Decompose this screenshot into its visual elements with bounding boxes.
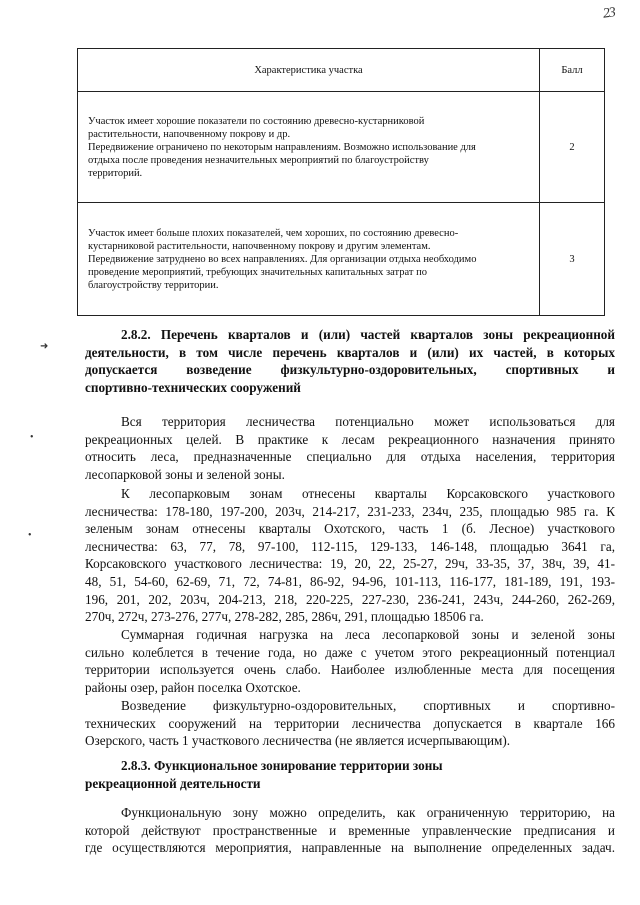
text-line: Вся территория лесничества потенциально может использоваться для xyxy=(121,414,615,429)
heading-line: 2.8.2. Перечень кварталов и (или) частей кварталов зоны рекреационной xyxy=(121,327,615,342)
text-line: 196, 201, 202, 203ч, 204-213, 218, 220-225, 227-230, 236-241, 243ч, 244-260, 262-269, xyxy=(85,591,615,607)
text-line: которой действуют пространственные и временные управленческие предписания и xyxy=(85,822,615,838)
margin-mark: • xyxy=(30,432,34,443)
text-line: 48, 51, 54-60, 62-69, 71, 72, 74-81, 86-92, 94-96, 101-113, 116-177, 181-189, 191, 193- xyxy=(85,573,615,589)
text-line: технических сооружений на территории лесничества допускается в квартале 166 xyxy=(85,715,615,731)
table-row xyxy=(78,92,605,203)
text-line: Функциональную зону можно определить, как ограниченную территорию, на xyxy=(121,805,615,820)
section-2-8-3-heading xyxy=(85,757,615,792)
heading-line: 2.8.3. Функциональное зонирование территории зоны xyxy=(121,758,443,773)
header-score: Балл xyxy=(540,49,605,92)
heading-line: рекреационной деятельности xyxy=(85,775,261,791)
text-line: Суммарная годичная нагрузка на леса лесопарковой зоны и зеленой зоны xyxy=(121,627,615,642)
margin-mark: • xyxy=(28,530,32,541)
margin-mark: ➜ xyxy=(40,341,49,352)
paragraph-functional-zone xyxy=(85,804,615,857)
paragraph-construction xyxy=(85,697,615,750)
row-description xyxy=(78,203,540,316)
heading-line: деятельности, в том числе перечень кварталов и (или) их частей, в которых xyxy=(85,344,615,360)
text-line: кустарниковой растительности, напочвенному покрову и другим элементам. xyxy=(88,240,431,252)
text-line: рекреационных целей. В практике к лесам рекреационного назначения принято xyxy=(85,431,615,447)
text-line: благоустройству территории. xyxy=(88,279,219,291)
paragraph-load xyxy=(85,626,615,696)
paragraph-territory xyxy=(85,413,615,483)
text-line: Озерского, часть 1 участкового лесничества (не является исчерпывающим). xyxy=(85,733,511,749)
text-line: отдыха после проведения незначительных мероприятий по благоустройству xyxy=(88,154,429,166)
text-line: К лесопарковым зонам отнесены кварталы Корсаковского участкового xyxy=(121,486,615,501)
row-score: 3 xyxy=(540,203,605,316)
text-line: Корсаковского участкового лесничества: 19, 20, 22, 25-27, 29ч, 33-35, 37, 38ч, 39, 41- xyxy=(85,556,615,572)
text-line: Участок имеет больше плохих показателей, чем хороших, по состоянию древесно- xyxy=(88,227,459,239)
text-line: Передвижение затруднено во всех направлениях. Для организации отдыха необходимо xyxy=(88,253,477,265)
page-number: 23 xyxy=(601,5,616,22)
text-line: относить леса, предназначенные специально для отдыха населения, территория xyxy=(85,449,615,465)
text-line: территорий. xyxy=(88,167,143,179)
heading-line: допускается возведение физкультурно-оздоровительных, спортивных и xyxy=(85,362,615,377)
table-row xyxy=(78,203,605,316)
row-score: 2 xyxy=(540,92,605,203)
paragraph-zones xyxy=(85,485,615,626)
text-line: лесничества: 63, 77, 78, 97-100, 112-115, 129-133, 146-148, площадью 3641 га, xyxy=(85,538,615,554)
text-line: сильно колеблется в течение года, но даже с учетом этого рекреационный потенциал xyxy=(85,644,615,660)
row-description xyxy=(78,92,540,203)
score-table xyxy=(77,48,605,316)
text-line: где осуществляются мероприятия, направленные на выполнение определенных задач. xyxy=(85,840,615,856)
text-line: районы озер, район поселка Охотское. xyxy=(85,679,301,695)
text-line: лесопарковой зоны и зеленой зоны. xyxy=(85,466,285,482)
table-header-row xyxy=(78,49,605,92)
text-line: зеленым зонам отнесены кварталы Охотского, часть 1 (б. Лесное) участкового xyxy=(85,521,615,537)
text-line: проведение мероприятий, требующих значительных капитальных затрат по xyxy=(88,266,427,278)
text-line: лесничества: 178-180, 197-200, 203ч, 214-217, 231-233, 234ч, 235, площадью 985 га. К xyxy=(85,503,615,519)
text-line: 270ч, 272ч, 273-276, 277ч, 278-282, 285, 286ч, 291, площадью 18506 га. xyxy=(85,609,484,625)
header-characteristic: Характеристика участка xyxy=(78,49,540,92)
heading-line: спортивно-технических сооружений xyxy=(85,379,301,395)
text-line: Возведение физкультурно-оздоровительных, спортивных и спортивно- xyxy=(121,698,615,713)
text-line: территории используется очень слабо. Наиболее излюбленные места для посещения xyxy=(85,662,615,678)
text-line: растительности, напочвенному покрову и др. xyxy=(88,128,291,140)
text-line: Участок имеет хорошие показатели по состоянию древесно-кустарниковой xyxy=(88,115,425,127)
text-line: Передвижение ограничено по некоторым направлениям. Возможно использование для xyxy=(88,141,476,153)
section-2-8-2-heading xyxy=(85,326,615,396)
